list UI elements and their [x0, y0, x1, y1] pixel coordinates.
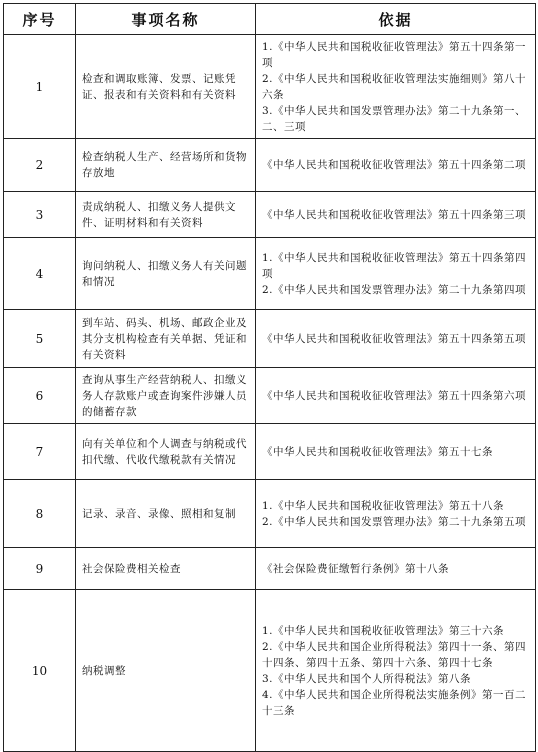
basis-text: 《中华人民共和国税收征收管理法》第五十四条第三项: [262, 208, 526, 221]
table-row: [4, 310, 536, 368]
table-row: [4, 238, 536, 310]
table-header-row: [4, 4, 536, 35]
table-row: [4, 368, 536, 424]
basis-text: 《中华人民共和国税收征收管理法》第五十四条第五项: [262, 332, 526, 345]
row-item-name: [76, 238, 256, 310]
header-serial-number: 序号: [4, 4, 76, 35]
row-legal-basis: [256, 424, 536, 480]
table-row: [4, 35, 536, 139]
basis-text: 1.《中华人民共和国税收征收管理法》第五十四条第四项 2.《中华人民共和国发票管理办法》第二十九条第四项: [262, 251, 527, 296]
basis-text: 1.《中华人民共和国税收征收管理法》第五十四条第一项 2.《中华人民共和国税收征收管理法实施细则》第八十六条 3.《中华人民共和国发票管理办法》第二十九条第一、二、三项: [262, 40, 527, 133]
row-item-name: [76, 192, 256, 238]
row-legal-basis: [256, 139, 536, 192]
row-legal-basis: [256, 310, 536, 368]
item-text: 纳税调整: [82, 664, 126, 677]
row-legal-basis: [256, 548, 536, 590]
basis-text: 1.《中华人民共和国税收征收管理法》第五十八条 2.《中华人民共和国发票管理办法》第二十九条第五项: [262, 499, 527, 528]
item-text: 责成纳税人、扣缴义务人提供文件、证明材料和有关资料: [82, 200, 236, 229]
row-legal-basis: [256, 590, 536, 752]
row-number: 5: [4, 310, 76, 368]
row-number: 7: [4, 424, 76, 480]
row-item-name: [76, 590, 256, 752]
row-number: 10: [4, 590, 76, 752]
item-text: 查询从事生产经营纳税人、扣缴义务人存款账户或查询案件涉嫌人员的储蓄存款: [82, 373, 247, 418]
row-item-name: [76, 424, 256, 480]
table-row: [4, 548, 536, 590]
row-legal-basis: [256, 238, 536, 310]
table-row: [4, 139, 536, 192]
item-text: 社会保险费相关检查: [82, 562, 181, 575]
row-legal-basis: [256, 368, 536, 424]
row-item-name: [76, 368, 256, 424]
item-text: 向有关单位和个人调查与纳税或代扣代缴、代收代缴税款有关情况: [82, 437, 247, 466]
row-number: 3: [4, 192, 76, 238]
row-item-name: [76, 480, 256, 548]
item-text: 检查和调取账簿、发票、记账凭证、报表和有关资料和有关资料: [82, 72, 236, 101]
row-legal-basis: [256, 192, 536, 238]
row-number: 1: [4, 35, 76, 139]
basis-text: 《中华人民共和国税收征收管理法》第五十四条第六项: [262, 389, 526, 402]
row-number: 4: [4, 238, 76, 310]
basis-text: 《中华人民共和国税收征收管理法》第五十七条: [262, 445, 493, 458]
row-item-name: [76, 139, 256, 192]
row-number: 6: [4, 368, 76, 424]
row-legal-basis: [256, 35, 536, 139]
row-item-name: [76, 35, 256, 139]
basis-text: 《中华人民共和国税收征收管理法》第五十四条第二项: [262, 159, 526, 171]
row-number: 8: [4, 480, 76, 548]
table-row: [4, 480, 536, 548]
row-legal-basis: [256, 480, 536, 548]
header-legal-basis: 依据: [256, 4, 536, 35]
item-text: 询问纳税人、扣缴义务人有关问题和情况: [82, 259, 247, 288]
item-text: 检查纳税人生产、经营场所和货物存放地: [82, 151, 247, 179]
basis-text: 《社会保险费征缴暂行条例》第十八条: [262, 562, 449, 575]
item-text: 到车站、码头、机场、邮政企业及其分支机构检查有关单据、凭证和有关资料: [82, 316, 247, 361]
row-number: 9: [4, 548, 76, 590]
header-item-name: 事项名称: [76, 4, 256, 35]
table-row: [4, 424, 536, 480]
item-text: 记录、录音、录像、照相和复制: [82, 507, 236, 520]
basis-text: 1.《中华人民共和国税收征收管理法》第三十六条 2.《中华人民共和国企业所得税法》第四十一条、第四十四条、第四十五条、第四十六条、第四十七条 3.《中华人民共和国个人所得税法》第八条 4.《中华人民共和国企业所得税法实施条例》第一百二十三条: [262, 624, 527, 717]
tax-inspection-table: [3, 3, 536, 752]
table-row: [4, 192, 536, 238]
table-row: [4, 590, 536, 752]
row-item-name: [76, 548, 256, 590]
row-number: 2: [4, 139, 76, 192]
row-item-name: [76, 310, 256, 368]
